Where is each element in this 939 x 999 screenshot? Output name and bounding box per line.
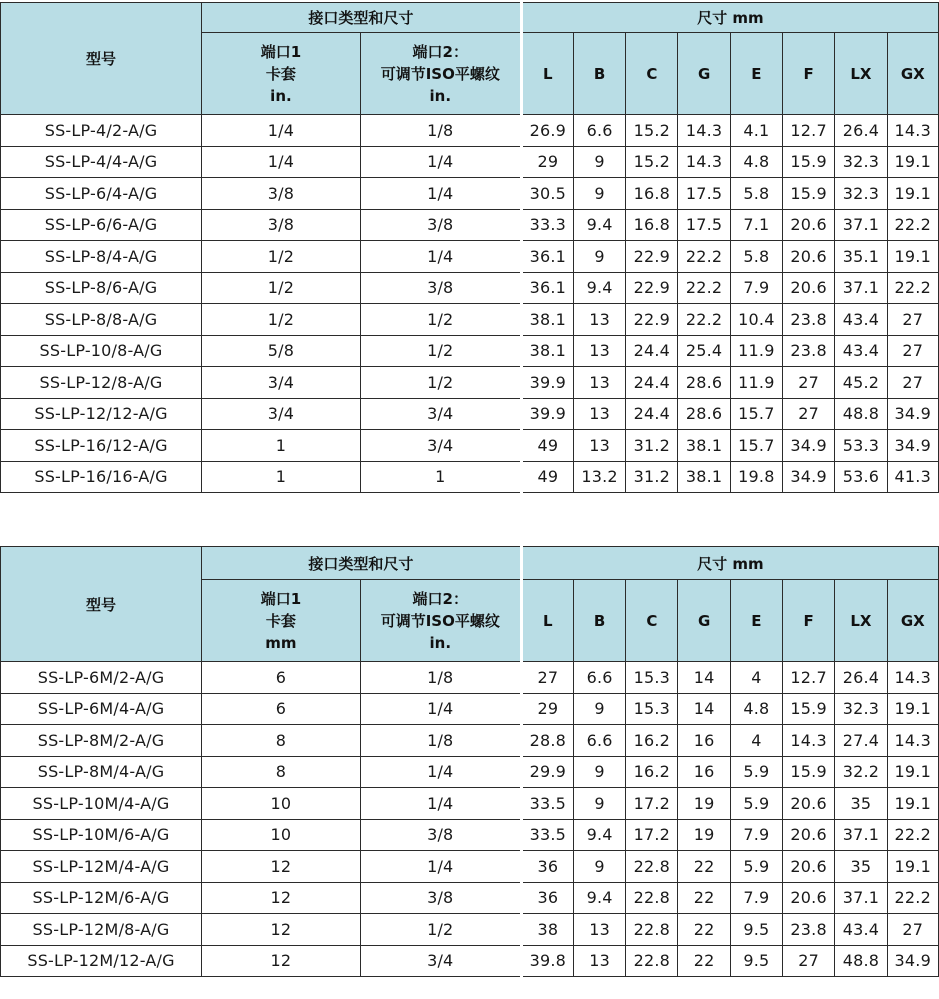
- cell-model: SS-LP-16/12-A/G: [1, 430, 202, 462]
- cell-g: 14.3: [678, 146, 730, 178]
- cell-c: 22.9: [626, 304, 678, 336]
- table-row: [1, 945, 939, 977]
- cell-l: 29: [521, 146, 573, 178]
- cell-g: 22: [678, 882, 730, 914]
- cell-l: 33.5: [521, 819, 573, 851]
- cell-port2: 1/2: [360, 335, 521, 367]
- cell-model: SS-LP-12M/6-A/G: [1, 882, 202, 914]
- cell-b: 9.4: [573, 209, 625, 241]
- cell-model: SS-LP-12M/4-A/G: [1, 851, 202, 883]
- cell-gx: 14.3: [887, 662, 938, 694]
- cell-model: SS-LP-10M/4-A/G: [1, 788, 202, 820]
- cell-e: 5.8: [730, 241, 782, 273]
- table-row: [1, 914, 939, 946]
- cell-c: 22.8: [626, 914, 678, 946]
- dim-header-lx: LX: [835, 580, 887, 662]
- cell-b: 13: [573, 335, 625, 367]
- cell-g: 22: [678, 914, 730, 946]
- table-row: [1, 819, 939, 851]
- cell-lx: 48.8: [835, 398, 887, 430]
- cell-f: 20.6: [783, 241, 835, 273]
- cell-f: 23.8: [783, 304, 835, 336]
- cell-lx: 26.4: [835, 115, 887, 147]
- cell-g: 38.1: [678, 461, 730, 493]
- cell-l: 26.9: [521, 115, 573, 147]
- cell-port1: 12: [202, 914, 361, 946]
- cell-g: 16: [678, 725, 730, 757]
- cell-e: 4.8: [730, 693, 782, 725]
- cell-e: 4: [730, 725, 782, 757]
- cell-port2: 3/8: [360, 819, 521, 851]
- cell-g: 22: [678, 945, 730, 977]
- cell-lx: 27.4: [835, 725, 887, 757]
- cell-c: 17.2: [626, 819, 678, 851]
- cell-f: 34.9: [783, 461, 835, 493]
- cell-g: 22.2: [678, 304, 730, 336]
- cell-port2: 1/2: [360, 367, 521, 399]
- cell-port1: 3/8: [202, 209, 361, 241]
- cell-model: SS-LP-8/6-A/G: [1, 272, 202, 304]
- cell-c: 16.2: [626, 756, 678, 788]
- table-row: [1, 272, 939, 304]
- cell-model: SS-LP-10M/6-A/G: [1, 819, 202, 851]
- cell-lx: 35: [835, 788, 887, 820]
- cell-port2: 3/4: [360, 430, 521, 462]
- cell-lx: 32.3: [835, 178, 887, 210]
- table-row: [1, 304, 939, 336]
- cell-f: 15.9: [783, 756, 835, 788]
- cell-lx: 48.8: [835, 945, 887, 977]
- dim-header-f: F: [783, 580, 835, 662]
- model-header: 型号: [1, 3, 202, 115]
- cell-c: 15.2: [626, 115, 678, 147]
- cell-lx: 53.6: [835, 461, 887, 493]
- cell-g: 14.3: [678, 115, 730, 147]
- cell-f: 20.6: [783, 851, 835, 883]
- cell-e: 4.1: [730, 115, 782, 147]
- cell-f: 15.9: [783, 146, 835, 178]
- cell-port1: 12: [202, 945, 361, 977]
- cell-g: 28.6: [678, 398, 730, 430]
- table-row: [1, 146, 939, 178]
- cell-port2: 1/8: [360, 725, 521, 757]
- cell-f: 27: [783, 398, 835, 430]
- dim-header-gx: GX: [887, 33, 938, 115]
- cell-lx: 45.2: [835, 367, 887, 399]
- table-row: [1, 115, 939, 147]
- cell-e: 11.9: [730, 335, 782, 367]
- cell-l: 39.9: [521, 398, 573, 430]
- cell-port1: 1/4: [202, 115, 361, 147]
- cell-lx: 37.1: [835, 209, 887, 241]
- cell-l: 29.9: [521, 756, 573, 788]
- cell-model: SS-LP-6M/4-A/G: [1, 693, 202, 725]
- cell-port1: 5/8: [202, 335, 361, 367]
- cell-b: 9: [573, 788, 625, 820]
- cell-port2: 1/2: [360, 914, 521, 946]
- cell-port2: 1/8: [360, 662, 521, 694]
- port1-header: 端口1 卡套 in.: [202, 33, 361, 115]
- cell-l: 38: [521, 914, 573, 946]
- cell-gx: 34.9: [887, 945, 938, 977]
- cell-b: 13: [573, 398, 625, 430]
- cell-lx: 43.4: [835, 914, 887, 946]
- cell-l: 27: [521, 662, 573, 694]
- cell-c: 16.8: [626, 178, 678, 210]
- cell-l: 30.5: [521, 178, 573, 210]
- cell-lx: 32.3: [835, 693, 887, 725]
- cell-gx: 22.2: [887, 882, 938, 914]
- cell-port1: 12: [202, 851, 361, 883]
- cell-b: 9.4: [573, 272, 625, 304]
- cell-e: 9.5: [730, 945, 782, 977]
- cell-port2: 3/8: [360, 209, 521, 241]
- cell-port1: 8: [202, 756, 361, 788]
- cell-port1: 10: [202, 788, 361, 820]
- cell-port2: 1/8: [360, 115, 521, 147]
- cell-gx: 27: [887, 304, 938, 336]
- cell-f: 23.8: [783, 914, 835, 946]
- cell-b: 9: [573, 241, 625, 273]
- cell-c: 31.2: [626, 461, 678, 493]
- cell-b: 13: [573, 914, 625, 946]
- cell-model: SS-LP-12/12-A/G: [1, 398, 202, 430]
- cell-l: 29: [521, 693, 573, 725]
- cell-f: 27: [783, 945, 835, 977]
- cell-e: 9.5: [730, 914, 782, 946]
- cell-f: 12.7: [783, 115, 835, 147]
- cell-f: 15.9: [783, 178, 835, 210]
- cell-g: 16: [678, 756, 730, 788]
- cell-g: 17.5: [678, 209, 730, 241]
- cell-b: 9: [573, 178, 625, 210]
- cell-port2: 1/4: [360, 756, 521, 788]
- cell-l: 36: [521, 851, 573, 883]
- cell-l: 28.8: [521, 725, 573, 757]
- dim-header-gx: GX: [887, 580, 938, 662]
- cell-f: 23.8: [783, 335, 835, 367]
- cell-g: 14: [678, 662, 730, 694]
- cell-e: 11.9: [730, 367, 782, 399]
- cell-lx: 35.1: [835, 241, 887, 273]
- dim-header-g: G: [678, 33, 730, 115]
- table-row: [1, 788, 939, 820]
- cell-port2: 1/2: [360, 304, 521, 336]
- cell-port2: 1/4: [360, 178, 521, 210]
- cell-e: 5.9: [730, 788, 782, 820]
- cell-g: 22.2: [678, 272, 730, 304]
- cell-b: 9: [573, 756, 625, 788]
- cell-port1: 1: [202, 430, 361, 462]
- cell-port1: 1/2: [202, 304, 361, 336]
- cell-b: 9: [573, 851, 625, 883]
- table-row: [1, 725, 939, 757]
- cell-b: 13: [573, 367, 625, 399]
- dimension-group-header: 尺寸 mm: [521, 547, 938, 580]
- cell-port1: 3/4: [202, 398, 361, 430]
- cell-f: 14.3: [783, 725, 835, 757]
- cell-lx: 32.2: [835, 756, 887, 788]
- cell-model: SS-LP-4/4-A/G: [1, 146, 202, 178]
- cell-g: 22: [678, 851, 730, 883]
- cell-e: 7.9: [730, 882, 782, 914]
- cell-lx: 35: [835, 851, 887, 883]
- port-group-header: 接口类型和尺寸: [202, 3, 522, 33]
- cell-c: 22.9: [626, 241, 678, 273]
- cell-b: 9.4: [573, 882, 625, 914]
- cell-l: 49: [521, 430, 573, 462]
- cell-lx: 37.1: [835, 882, 887, 914]
- cell-gx: 14.3: [887, 115, 938, 147]
- cell-l: 36: [521, 882, 573, 914]
- port-group-header: 接口类型和尺寸: [202, 547, 522, 580]
- cell-e: 5.8: [730, 178, 782, 210]
- dim-header-e: E: [730, 33, 782, 115]
- cell-b: 13: [573, 304, 625, 336]
- table-row: [1, 367, 939, 399]
- cell-port2: 3/8: [360, 272, 521, 304]
- table-row: [1, 882, 939, 914]
- cell-c: 22.9: [626, 272, 678, 304]
- cell-model: SS-LP-10/8-A/G: [1, 335, 202, 367]
- dim-header-lx: LX: [835, 33, 887, 115]
- cell-lx: 26.4: [835, 662, 887, 694]
- cell-g: 19: [678, 819, 730, 851]
- cell-lx: 37.1: [835, 272, 887, 304]
- cell-lx: 53.3: [835, 430, 887, 462]
- cell-b: 6.6: [573, 662, 625, 694]
- cell-c: 15.2: [626, 146, 678, 178]
- cell-model: SS-LP-12/8-A/G: [1, 367, 202, 399]
- cell-port1: 6: [202, 662, 361, 694]
- cell-f: 15.9: [783, 693, 835, 725]
- cell-l: 33.3: [521, 209, 573, 241]
- cell-b: 6.6: [573, 725, 625, 757]
- table-row: [1, 178, 939, 210]
- cell-c: 15.3: [626, 662, 678, 694]
- cell-gx: 22.2: [887, 209, 938, 241]
- cell-model: SS-LP-6/6-A/G: [1, 209, 202, 241]
- dim-header-b: B: [573, 580, 625, 662]
- dim-header-b: B: [573, 33, 625, 115]
- cell-e: 4.8: [730, 146, 782, 178]
- cell-port2: 3/4: [360, 398, 521, 430]
- table-row: [1, 398, 939, 430]
- cell-model: SS-LP-8/4-A/G: [1, 241, 202, 273]
- cell-e: 15.7: [730, 430, 782, 462]
- cell-c: 31.2: [626, 430, 678, 462]
- cell-f: 20.6: [783, 819, 835, 851]
- cell-port1: 1/4: [202, 146, 361, 178]
- cell-e: 7.9: [730, 819, 782, 851]
- dim-header-l: L: [521, 580, 573, 662]
- fitting-table-inch: [0, 2, 939, 493]
- cell-gx: 27: [887, 367, 938, 399]
- cell-g: 14: [678, 693, 730, 725]
- fitting-table-metric: [0, 546, 939, 977]
- cell-port1: 12: [202, 882, 361, 914]
- cell-gx: 34.9: [887, 430, 938, 462]
- dim-header-e: E: [730, 580, 782, 662]
- cell-f: 12.7: [783, 662, 835, 694]
- cell-port2: 1/4: [360, 851, 521, 883]
- port2-header: 端口2： 可调节ISO平螺纹 in.: [360, 33, 521, 115]
- cell-g: 38.1: [678, 430, 730, 462]
- cell-e: 5.9: [730, 756, 782, 788]
- table-row: [1, 335, 939, 367]
- cell-lx: 43.4: [835, 304, 887, 336]
- cell-gx: 27: [887, 914, 938, 946]
- cell-b: 6.6: [573, 115, 625, 147]
- cell-g: 17.5: [678, 178, 730, 210]
- cell-l: 39.9: [521, 367, 573, 399]
- cell-model: SS-LP-12M/12-A/G: [1, 945, 202, 977]
- cell-c: 24.4: [626, 367, 678, 399]
- cell-gx: 27: [887, 335, 938, 367]
- cell-model: SS-LP-6/4-A/G: [1, 178, 202, 210]
- cell-gx: 19.1: [887, 756, 938, 788]
- table-row: [1, 756, 939, 788]
- cell-b: 9.4: [573, 819, 625, 851]
- cell-model: SS-LP-4/2-A/G: [1, 115, 202, 147]
- cell-model: SS-LP-12M/8-A/G: [1, 914, 202, 946]
- cell-port1: 1/2: [202, 241, 361, 273]
- cell-c: 16.8: [626, 209, 678, 241]
- model-header: 型号: [1, 547, 202, 662]
- cell-port2: 3/8: [360, 882, 521, 914]
- cell-port2: 1/4: [360, 241, 521, 273]
- cell-gx: 19.1: [887, 241, 938, 273]
- table-row: [1, 461, 939, 493]
- cell-b: 13: [573, 430, 625, 462]
- dim-header-g: G: [678, 580, 730, 662]
- table-row: [1, 851, 939, 883]
- cell-model: SS-LP-16/16-A/G: [1, 461, 202, 493]
- cell-port1: 3/8: [202, 178, 361, 210]
- cell-c: 22.8: [626, 882, 678, 914]
- cell-gx: 41.3: [887, 461, 938, 493]
- cell-gx: 14.3: [887, 725, 938, 757]
- cell-model: SS-LP-6M/2-A/G: [1, 662, 202, 694]
- cell-gx: 19.1: [887, 693, 938, 725]
- cell-b: 13.2: [573, 461, 625, 493]
- cell-l: 38.1: [521, 335, 573, 367]
- port1-header: 端口1 卡套 mm: [202, 580, 361, 662]
- cell-f: 34.9: [783, 430, 835, 462]
- cell-f: 27: [783, 367, 835, 399]
- cell-model: SS-LP-8/8-A/G: [1, 304, 202, 336]
- cell-e: 5.9: [730, 851, 782, 883]
- cell-port2: 1/4: [360, 788, 521, 820]
- cell-l: 49: [521, 461, 573, 493]
- cell-c: 17.2: [626, 788, 678, 820]
- cell-c: 16.2: [626, 725, 678, 757]
- cell-gx: 19.1: [887, 146, 938, 178]
- cell-model: SS-LP-8M/2-A/G: [1, 725, 202, 757]
- cell-port2: 1/4: [360, 146, 521, 178]
- cell-c: 24.4: [626, 335, 678, 367]
- cell-c: 24.4: [626, 398, 678, 430]
- cell-e: 7.9: [730, 272, 782, 304]
- cell-port1: 6: [202, 693, 361, 725]
- cell-f: 20.6: [783, 788, 835, 820]
- cell-lx: 43.4: [835, 335, 887, 367]
- cell-b: 9: [573, 693, 625, 725]
- dim-header-c: C: [626, 33, 678, 115]
- cell-port2: 3/4: [360, 945, 521, 977]
- dim-header-c: C: [626, 580, 678, 662]
- cell-l: 36.1: [521, 272, 573, 304]
- cell-e: 10.4: [730, 304, 782, 336]
- cell-port1: 1: [202, 461, 361, 493]
- table-row: [1, 662, 939, 694]
- table-row: [1, 241, 939, 273]
- cell-l: 38.1: [521, 304, 573, 336]
- cell-f: 20.6: [783, 882, 835, 914]
- cell-gx: 19.1: [887, 851, 938, 883]
- cell-port1: 1/2: [202, 272, 361, 304]
- cell-l: 33.5: [521, 788, 573, 820]
- cell-b: 13: [573, 945, 625, 977]
- cell-e: 15.7: [730, 398, 782, 430]
- cell-port1: 8: [202, 725, 361, 757]
- cell-port1: 3/4: [202, 367, 361, 399]
- cell-l: 36.1: [521, 241, 573, 273]
- dim-header-l: L: [521, 33, 573, 115]
- port2-header: 端口2： 可调节ISO平螺纹 in.: [360, 580, 521, 662]
- cell-port1: 10: [202, 819, 361, 851]
- cell-lx: 37.1: [835, 819, 887, 851]
- cell-gx: 34.9: [887, 398, 938, 430]
- cell-g: 25.4: [678, 335, 730, 367]
- cell-e: 7.1: [730, 209, 782, 241]
- cell-c: 22.8: [626, 851, 678, 883]
- dim-header-f: F: [783, 33, 835, 115]
- cell-port2: 1: [360, 461, 521, 493]
- cell-g: 22.2: [678, 241, 730, 273]
- cell-g: 19: [678, 788, 730, 820]
- cell-port2: 1/4: [360, 693, 521, 725]
- table-row: [1, 430, 939, 462]
- cell-model: SS-LP-8M/4-A/G: [1, 756, 202, 788]
- cell-e: 19.8: [730, 461, 782, 493]
- cell-f: 20.6: [783, 272, 835, 304]
- cell-gx: 19.1: [887, 178, 938, 210]
- cell-c: 15.3: [626, 693, 678, 725]
- cell-g: 28.6: [678, 367, 730, 399]
- cell-e: 4: [730, 662, 782, 694]
- table-row: [1, 209, 939, 241]
- cell-b: 9: [573, 146, 625, 178]
- cell-c: 22.8: [626, 945, 678, 977]
- cell-lx: 32.3: [835, 146, 887, 178]
- cell-l: 39.8: [521, 945, 573, 977]
- table-row: [1, 693, 939, 725]
- cell-gx: 19.1: [887, 788, 938, 820]
- cell-gx: 22.2: [887, 272, 938, 304]
- cell-gx: 22.2: [887, 819, 938, 851]
- dimension-group-header: 尺寸 mm: [521, 3, 938, 33]
- cell-f: 20.6: [783, 209, 835, 241]
